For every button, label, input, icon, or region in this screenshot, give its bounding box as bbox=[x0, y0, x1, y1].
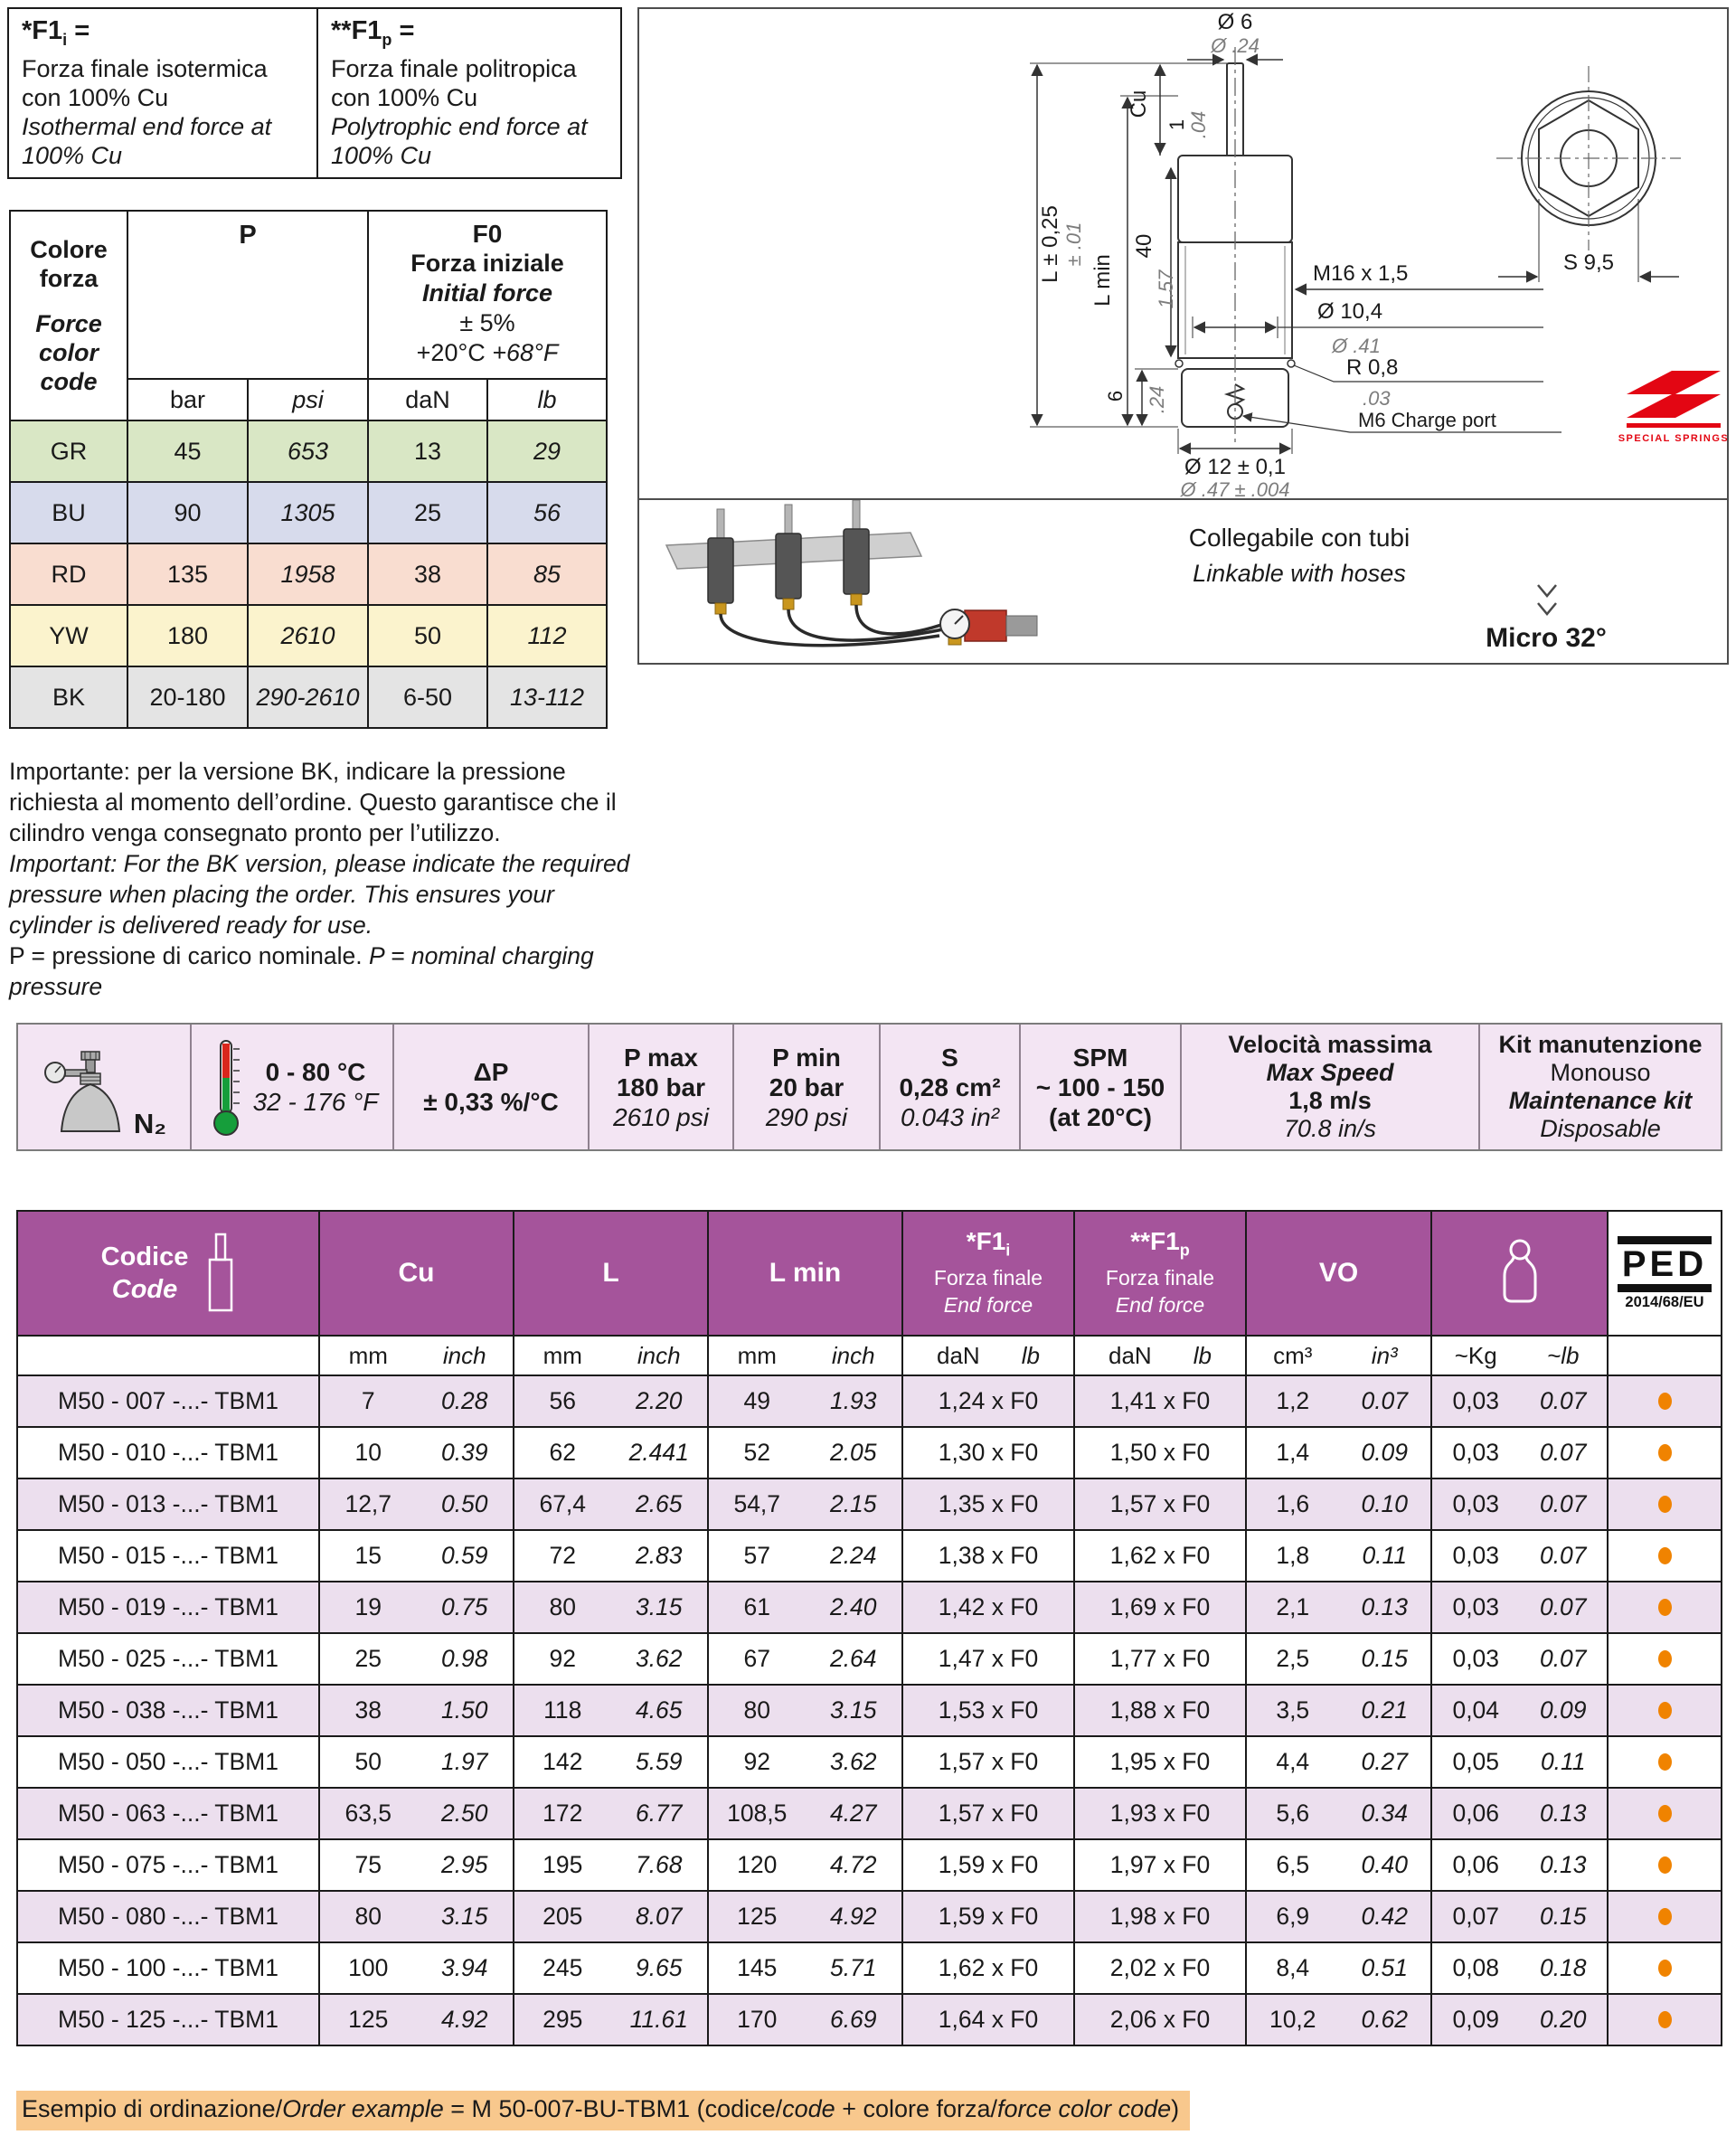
spm-value: ~ 100 - 150 bbox=[1035, 1072, 1165, 1101]
weight-values: 0,03 0.07 bbox=[1430, 1582, 1607, 1632]
f1p-value: 1,88 x F0 bbox=[1073, 1686, 1245, 1735]
weight-values: 0,03 0.07 bbox=[1430, 1376, 1607, 1426]
hose-caption-en: Linkable with hoses bbox=[1193, 560, 1406, 587]
header-code: Codice Code bbox=[18, 1212, 318, 1335]
f1i-definition-box bbox=[7, 7, 318, 179]
product-row bbox=[18, 1375, 1721, 1426]
product-code: M50 - 013 -...- TBM1 bbox=[58, 1490, 278, 1517]
weight-values: 0,09 0.20 bbox=[1430, 1995, 1607, 2045]
force-lb: 112 bbox=[487, 605, 607, 666]
f1i-value: 1,30 x F0 bbox=[901, 1428, 1073, 1478]
dim-lmin: L min bbox=[1090, 254, 1115, 307]
cylinder-upper-body bbox=[1178, 156, 1292, 242]
weight-icon bbox=[1496, 1238, 1543, 1308]
l-values: 67,4 2.65 bbox=[513, 1479, 707, 1529]
lmin-values: 49 1.93 bbox=[707, 1376, 901, 1426]
product-code: M50 - 063 -...- TBM1 bbox=[58, 1800, 278, 1827]
product-code: M50 - 019 -...- TBM1 bbox=[58, 1593, 278, 1620]
f1i-value: 1,57 x F0 bbox=[901, 1789, 1073, 1838]
force-color-row bbox=[10, 482, 607, 543]
p-max-title: P max bbox=[624, 1043, 698, 1072]
l-values: 205 8.07 bbox=[513, 1892, 707, 1941]
cylinder-drawing bbox=[639, 9, 1727, 500]
f1p-value: 1,93 x F0 bbox=[1073, 1789, 1245, 1838]
l-values: 142 5.59 bbox=[513, 1737, 707, 1787]
units-weight: ~Kg ~lb bbox=[1430, 1337, 1607, 1375]
f1p-value: 1,41 x F0 bbox=[1073, 1376, 1245, 1426]
product-row bbox=[18, 1787, 1721, 1838]
units-vo: cm³ in³ bbox=[1245, 1337, 1430, 1375]
hose-illustration-panel bbox=[639, 500, 1727, 661]
p-max-cell bbox=[588, 1025, 732, 1149]
lmin-values: 120 4.72 bbox=[707, 1840, 901, 1890]
initial-force-header: F0 Forza iniziale Initial force ± 5% +20°C +68°F bbox=[368, 211, 607, 379]
ped-cell bbox=[1607, 1582, 1721, 1632]
product-code: M50 - 100 -...- TBM1 bbox=[58, 1954, 278, 1981]
vo-values: 1,4 0.09 bbox=[1245, 1428, 1430, 1478]
cu-values: 38 1.50 bbox=[318, 1686, 513, 1735]
force-color-table bbox=[9, 210, 608, 729]
product-table-body bbox=[18, 1375, 1721, 2045]
delta-p-cell bbox=[392, 1025, 588, 1149]
section-title: S bbox=[941, 1043, 958, 1072]
l-values: 118 4.65 bbox=[513, 1686, 707, 1735]
dim-thread: M16 x 1,5 bbox=[1313, 261, 1409, 286]
section-area-cell bbox=[879, 1025, 1019, 1149]
hoses bbox=[721, 605, 947, 646]
order-example: Esempio di ordinazione/Order example = M 50-007-BU-TBM1 (codice/code + colore forza/force color code) bbox=[16, 2091, 1190, 2130]
max-speed-cell bbox=[1180, 1025, 1478, 1149]
header-l: L bbox=[513, 1212, 707, 1335]
lmin-values: 80 3.15 bbox=[707, 1686, 901, 1735]
l-values: 56 2.20 bbox=[513, 1376, 707, 1426]
weight-values: 0,06 0.13 bbox=[1430, 1840, 1607, 1890]
units-ped bbox=[1607, 1337, 1721, 1375]
f1p-value: 1,95 x F0 bbox=[1073, 1737, 1245, 1787]
cu-values: 10 0.39 bbox=[318, 1428, 513, 1478]
f1i-line2: con 100% Cu bbox=[22, 83, 169, 111]
vo-values: 2,1 0.13 bbox=[1245, 1582, 1430, 1632]
force-color-table-body bbox=[10, 420, 607, 728]
gas-cell bbox=[18, 1025, 190, 1149]
units-lmin: mm inch bbox=[707, 1337, 901, 1375]
dim-body-diameter-in: Ø .47 ± .004 bbox=[1180, 478, 1290, 500]
l-values: 295 11.61 bbox=[513, 1995, 707, 2045]
vo-values: 4,4 0.27 bbox=[1245, 1737, 1430, 1787]
f1i-value: 1,64 x F0 bbox=[901, 1995, 1073, 2045]
charge-port-label: M6 Charge port bbox=[1358, 409, 1496, 431]
special-springs-logo bbox=[1618, 371, 1727, 444]
lmin-values: 145 5.71 bbox=[707, 1943, 901, 1993]
product-code: M50 - 050 -...- TBM1 bbox=[58, 1748, 278, 1775]
micro-connector-label: Micro 32° bbox=[1486, 623, 1607, 653]
ped-cell bbox=[1607, 1479, 1721, 1529]
header-f1i: $*F1_i$ Forza finale End force bbox=[901, 1212, 1073, 1335]
max-speed-ms: 1,8 m/s bbox=[1288, 1087, 1372, 1114]
weight-values: 0,03 0.07 bbox=[1430, 1479, 1607, 1529]
l-values: 92 3.62 bbox=[513, 1634, 707, 1684]
weight-values: 0,07 0.15 bbox=[1430, 1892, 1607, 1941]
l-values: 172 6.77 bbox=[513, 1789, 707, 1838]
lmin-values: 52 2.05 bbox=[707, 1428, 901, 1478]
weight-values: 0,03 0.07 bbox=[1430, 1531, 1607, 1581]
mini-cylinders bbox=[708, 500, 869, 614]
header-lmin: L min bbox=[707, 1212, 901, 1335]
dim-step-in: .04 bbox=[1187, 110, 1210, 139]
units-l: mm inch bbox=[513, 1337, 707, 1375]
product-row bbox=[18, 1478, 1721, 1529]
f1i-value: 1,62 x F0 bbox=[901, 1943, 1073, 1993]
ped-cell bbox=[1607, 1376, 1721, 1426]
ped-dot bbox=[1658, 1805, 1672, 1822]
f1i-line3: Isothermal end force at 100% Cu bbox=[22, 112, 272, 169]
header-f1p: $**F1_p$ Forza finale End force bbox=[1073, 1212, 1245, 1335]
header-cu: Cu bbox=[318, 1212, 513, 1335]
f1i-value: 1,47 x F0 bbox=[901, 1634, 1073, 1684]
weight-values: 0,05 0.11 bbox=[1430, 1737, 1607, 1787]
header-weight bbox=[1430, 1212, 1607, 1335]
f1i-value: 1,59 x F0 bbox=[901, 1892, 1073, 1941]
thermometer-icon bbox=[206, 1036, 246, 1138]
technical-drawing-box bbox=[637, 7, 1729, 665]
ped-cell bbox=[1607, 1943, 1721, 1993]
force-dan: 25 bbox=[368, 482, 487, 543]
units-code bbox=[18, 1337, 318, 1375]
max-speed-title-it: Velocità massima bbox=[1228, 1031, 1432, 1058]
dim-cap-mm: 6 bbox=[1104, 390, 1127, 402]
hose-illustration bbox=[639, 500, 1055, 661]
f1p-line2: con 100% Cu bbox=[331, 83, 478, 111]
f1-definition-boxes bbox=[7, 7, 622, 179]
temp-range-f: 32 - 176 °F bbox=[252, 1088, 379, 1116]
product-table bbox=[16, 1210, 1722, 2046]
l-values: 195 7.68 bbox=[513, 1840, 707, 1890]
dim-40-mm: 40 bbox=[1132, 233, 1156, 259]
product-row bbox=[18, 1581, 1721, 1632]
cu-values: 15 0.59 bbox=[318, 1531, 513, 1581]
units-f1i: daN lb bbox=[901, 1337, 1073, 1375]
f1p-value: 1,77 x F0 bbox=[1073, 1634, 1245, 1684]
cu-values: 80 3.15 bbox=[318, 1892, 513, 1941]
max-speed-ins: 70.8 in/s bbox=[1283, 1115, 1377, 1142]
f1i-value: 1,24 x F0 bbox=[901, 1376, 1073, 1426]
pressure-psi: 1958 bbox=[248, 543, 368, 605]
specs-bar bbox=[16, 1023, 1722, 1151]
f1p-line1: Forza finale politropica bbox=[331, 54, 577, 82]
section-cm2: 0,28 cm² bbox=[899, 1072, 1001, 1101]
gas-label: N₂ bbox=[133, 1108, 167, 1139]
cu-values: 7 0.28 bbox=[318, 1376, 513, 1426]
section-in2: 0.043 in² bbox=[901, 1102, 999, 1131]
color-code: RD bbox=[10, 543, 127, 605]
product-table-header bbox=[18, 1212, 1721, 1335]
ped-cell bbox=[1607, 1634, 1721, 1684]
ped-dot bbox=[1658, 1393, 1672, 1410]
f1p-value: 1,62 x F0 bbox=[1073, 1531, 1245, 1581]
lmin-values: 57 2.24 bbox=[707, 1531, 901, 1581]
dim-radius-mm: R 0,8 bbox=[1346, 355, 1399, 380]
hose-caption-it: Collegabile con tubi bbox=[1188, 524, 1410, 552]
notes-block bbox=[9, 756, 635, 1002]
ped-cell bbox=[1607, 1840, 1721, 1890]
f1p-value: 1,98 x F0 bbox=[1073, 1892, 1245, 1941]
ped-dot bbox=[1658, 1496, 1672, 1513]
cu-values: 50 1.97 bbox=[318, 1737, 513, 1787]
p-max-bar: 180 bar bbox=[616, 1072, 706, 1101]
f1i-value: 1,53 x F0 bbox=[901, 1686, 1073, 1735]
pressure-bar: 135 bbox=[127, 543, 248, 605]
cylinder-drawing-svg bbox=[639, 9, 1727, 500]
color-code: BU bbox=[10, 482, 127, 543]
ped-cell bbox=[1607, 1737, 1721, 1787]
vo-values: 3,5 0.21 bbox=[1245, 1686, 1430, 1735]
product-code: M50 - 125 -...- TBM1 bbox=[58, 2006, 278, 2033]
ped-cell bbox=[1607, 1789, 1721, 1838]
max-speed-title-en: Max Speed bbox=[1266, 1059, 1394, 1086]
lmin-values: 170 6.69 bbox=[707, 1995, 901, 2045]
force-lb: 85 bbox=[487, 543, 607, 605]
units-row bbox=[18, 1335, 1721, 1375]
product-code: M50 - 038 -...- TBM1 bbox=[58, 1696, 278, 1724]
cu-values: 75 2.95 bbox=[318, 1840, 513, 1890]
p-min-psi: 290 psi bbox=[765, 1102, 848, 1131]
dim-guide-diameter-in: Ø .41 bbox=[1332, 335, 1381, 357]
pressure-bar: 180 bbox=[127, 605, 248, 666]
f1p-value: 1,50 x F0 bbox=[1073, 1428, 1245, 1478]
f1p-symbol: $**F1_p$ = bbox=[331, 16, 415, 49]
force-color-row bbox=[10, 666, 607, 728]
dim-rod-diameter-in: Ø .24 bbox=[1211, 34, 1260, 57]
ped-logo: PED 2014/68/EU bbox=[1618, 1236, 1712, 1311]
pressure-psi: 1305 bbox=[248, 482, 368, 543]
l-values: 80 3.15 bbox=[513, 1582, 707, 1632]
units-cu: mm inch bbox=[318, 1337, 513, 1375]
important-note-it: Importante: per la versione BK, indicare la pressione richiesta al momento dell’ordine. Questo garantisce che il cilindro venga consegnato pronto per l’utilizzo. bbox=[9, 758, 617, 846]
p-max-psi: 2610 psi bbox=[613, 1102, 709, 1131]
unit-bar: bar bbox=[127, 379, 248, 420]
cu-values: 12,7 0.50 bbox=[318, 1479, 513, 1529]
f1i-value: 1,42 x F0 bbox=[901, 1582, 1073, 1632]
cu-values: 63,5 2.50 bbox=[318, 1789, 513, 1838]
weight-values: 0,04 0.09 bbox=[1430, 1686, 1607, 1735]
product-row bbox=[18, 1838, 1721, 1890]
ped-dot bbox=[1658, 2011, 1672, 2028]
product-code: M50 - 025 -...- TBM1 bbox=[58, 1645, 278, 1672]
f1p-value: 1,57 x F0 bbox=[1073, 1479, 1245, 1529]
product-row bbox=[18, 1426, 1721, 1478]
l-values: 62 2.441 bbox=[513, 1428, 707, 1478]
product-code: M50 - 007 -...- TBM1 bbox=[58, 1387, 278, 1414]
product-row bbox=[18, 1890, 1721, 1941]
ped-dot bbox=[1658, 1856, 1672, 1874]
l-values: 72 2.83 bbox=[513, 1531, 707, 1581]
p-min-title: P min bbox=[772, 1043, 841, 1072]
nitrogen-bottle-icon bbox=[42, 1048, 125, 1138]
vo-values: 6,5 0.40 bbox=[1245, 1840, 1430, 1890]
f1p-value: 1,97 x F0 bbox=[1073, 1840, 1245, 1890]
p-min-cell bbox=[732, 1025, 879, 1149]
pressure-psi: 653 bbox=[248, 420, 368, 482]
cu-values: 19 0.75 bbox=[318, 1582, 513, 1632]
ped-dot bbox=[1658, 1702, 1672, 1719]
vo-values: 2,5 0.15 bbox=[1245, 1634, 1430, 1684]
product-row bbox=[18, 1684, 1721, 1735]
dim-rod-diameter-mm: Ø 6 bbox=[1217, 10, 1253, 34]
temp-range-c: 0 - 80 °C bbox=[265, 1058, 366, 1086]
force-dan: 6-50 bbox=[368, 666, 487, 728]
lmin-values: 67 2.64 bbox=[707, 1634, 901, 1684]
pressure-bar: 90 bbox=[127, 482, 248, 543]
ped-cell bbox=[1607, 1531, 1721, 1581]
f1p-value: 2,06 x F0 bbox=[1073, 1995, 1245, 2045]
dim-stroke-cu: Cu bbox=[1127, 90, 1151, 118]
ped-dot bbox=[1658, 1960, 1672, 1977]
ped-dot bbox=[1658, 1753, 1672, 1771]
lmin-values: 61 2.40 bbox=[707, 1582, 901, 1632]
lmin-values: 108,5 4.27 bbox=[707, 1789, 901, 1838]
unit-dan: daN bbox=[368, 379, 487, 420]
vo-values: 1,2 0.07 bbox=[1245, 1376, 1430, 1426]
force-lb: 29 bbox=[487, 420, 607, 482]
delta-p-title: ΔP bbox=[473, 1058, 509, 1086]
lmin-values: 125 4.92 bbox=[707, 1892, 901, 1941]
unit-psi: psi bbox=[248, 379, 368, 420]
dim-40-in: 1.57 bbox=[1155, 269, 1177, 309]
unit-lb: lb bbox=[487, 379, 607, 420]
spm-cell bbox=[1019, 1025, 1180, 1149]
f1i-value: 1,35 x F0 bbox=[901, 1479, 1073, 1529]
dim-cap-in: .24 bbox=[1146, 385, 1168, 414]
pressure-bar: 20-180 bbox=[127, 666, 248, 728]
dim-body-diameter-mm: Ø 12 ± 0,1 bbox=[1184, 455, 1286, 479]
vo-values: 1,6 0.10 bbox=[1245, 1479, 1430, 1529]
force-dan: 13 bbox=[368, 420, 487, 482]
color-code: BK bbox=[10, 666, 127, 728]
lmin-values: 54,7 2.15 bbox=[707, 1479, 901, 1529]
down-arrows-icon bbox=[1534, 583, 1560, 624]
ped-dot bbox=[1658, 1650, 1672, 1667]
maintenance-kit-cell bbox=[1478, 1025, 1721, 1149]
weight-values: 0,03 0.07 bbox=[1430, 1634, 1607, 1684]
pressure-psi: 290-2610 bbox=[248, 666, 368, 728]
pressure-bar: 45 bbox=[127, 420, 248, 482]
weight-values: 0,03 0.07 bbox=[1430, 1428, 1607, 1478]
color-code: YW bbox=[10, 605, 127, 666]
vo-values: 10,2 0.62 bbox=[1245, 1995, 1430, 2045]
kit-monouso: Monouso bbox=[1550, 1059, 1651, 1086]
kit-title-it: Kit manutenzione bbox=[1498, 1031, 1703, 1058]
cu-values: 25 0.98 bbox=[318, 1634, 513, 1684]
cu-values: 100 3.94 bbox=[318, 1943, 513, 1993]
product-code: M50 - 080 -...- TBM1 bbox=[58, 1903, 278, 1930]
dim-radius-in: .03 bbox=[1363, 387, 1391, 410]
header-vo: VO bbox=[1245, 1212, 1430, 1335]
vo-values: 1,8 0.11 bbox=[1245, 1531, 1430, 1581]
f1i-value: 1,57 x F0 bbox=[901, 1737, 1073, 1787]
charging-manifold bbox=[940, 609, 1037, 645]
force-dan: 38 bbox=[368, 543, 487, 605]
pressure-psi: 2610 bbox=[248, 605, 368, 666]
dim-guide-diameter-mm: Ø 10,4 bbox=[1317, 299, 1383, 324]
units-f1p: daN lb bbox=[1073, 1337, 1245, 1375]
weight-values: 0,06 0.13 bbox=[1430, 1789, 1607, 1838]
force-lb: 56 bbox=[487, 482, 607, 543]
dim-hex-flats: S 9,5 bbox=[1562, 250, 1615, 275]
product-row bbox=[18, 1632, 1721, 1684]
f1i-symbol: $*F1_i$ = bbox=[22, 16, 90, 49]
p-min-bar: 20 bar bbox=[769, 1072, 844, 1101]
temperature-cell bbox=[190, 1025, 392, 1149]
product-row bbox=[18, 1941, 1721, 1993]
spm-title: SPM bbox=[1072, 1043, 1128, 1072]
f1p-value: 2,02 x F0 bbox=[1073, 1943, 1245, 1993]
ped-cell bbox=[1607, 1686, 1721, 1735]
f1p-definition-box bbox=[316, 7, 622, 179]
kit-title-en: Maintenance kit bbox=[1508, 1087, 1693, 1114]
vo-values: 5,6 0.34 bbox=[1245, 1789, 1430, 1838]
f1i-value: 1,59 x F0 bbox=[901, 1840, 1073, 1890]
weight-values: 0,08 0.18 bbox=[1430, 1943, 1607, 1993]
header-ped bbox=[1607, 1212, 1721, 1335]
ped-dot bbox=[1658, 1908, 1672, 1925]
dim-step-mm: 1 bbox=[1165, 118, 1188, 131]
product-code: M50 - 010 -...- TBM1 bbox=[58, 1439, 278, 1466]
product-code: M50 - 015 -...- TBM1 bbox=[58, 1542, 278, 1569]
f1p-value: 1,69 x F0 bbox=[1073, 1582, 1245, 1632]
dim-length-mm: L ± 0,25 bbox=[1038, 205, 1062, 283]
cu-values: 125 4.92 bbox=[318, 1995, 513, 2045]
hose-caption bbox=[1037, 524, 1561, 588]
ped-cell bbox=[1607, 1995, 1721, 2045]
ped-cell bbox=[1607, 1428, 1721, 1478]
brand-name: SPECIAL SPRINGS bbox=[1618, 433, 1727, 444]
force-color-header: Colore forza Force color code bbox=[10, 211, 127, 420]
important-note-en: Important: For the BK version, please indicate the required pressure when placing the order. This ensures your cylinder is delivered ready for use. bbox=[9, 850, 630, 939]
cylinder-icon bbox=[206, 1233, 235, 1314]
force-color-row bbox=[10, 420, 607, 482]
ped-dot bbox=[1658, 1547, 1672, 1564]
lmin-values: 92 3.62 bbox=[707, 1737, 901, 1787]
color-code: GR bbox=[10, 420, 127, 482]
delta-p-value: ± 0,33 %/°C bbox=[423, 1088, 559, 1116]
f1i-line1: Forza finale isotermica bbox=[22, 54, 268, 82]
pressure-header: P bbox=[127, 211, 368, 379]
ped-dot bbox=[1658, 1599, 1672, 1616]
spm-note: (at 20°C) bbox=[1049, 1102, 1152, 1131]
ped-cell bbox=[1607, 1892, 1721, 1941]
hex-top-view bbox=[1496, 66, 1681, 282]
f1p-line3: Polytrophic end force at 100% Cu bbox=[331, 112, 588, 169]
product-code: M50 - 075 -...- TBM1 bbox=[58, 1851, 278, 1878]
force-dan: 50 bbox=[368, 605, 487, 666]
product-row bbox=[18, 1735, 1721, 1787]
l-values: 245 9.65 bbox=[513, 1943, 707, 1993]
pressure-note: P = pressione di carico nominale. P = nominal charging pressure bbox=[9, 942, 594, 1000]
f1i-value: 1,38 x F0 bbox=[901, 1531, 1073, 1581]
product-row bbox=[18, 1529, 1721, 1581]
force-lb: 13-112 bbox=[487, 666, 607, 728]
force-color-row bbox=[10, 605, 607, 666]
force-color-row bbox=[10, 543, 607, 605]
vo-values: 8,4 0.51 bbox=[1245, 1943, 1430, 1993]
product-row bbox=[18, 1993, 1721, 2045]
kit-disposable: Disposable bbox=[1540, 1115, 1661, 1142]
ped-dot bbox=[1658, 1444, 1672, 1461]
dim-length-in: ± .01 bbox=[1062, 222, 1085, 267]
vo-values: 6,9 0.42 bbox=[1245, 1892, 1430, 1941]
